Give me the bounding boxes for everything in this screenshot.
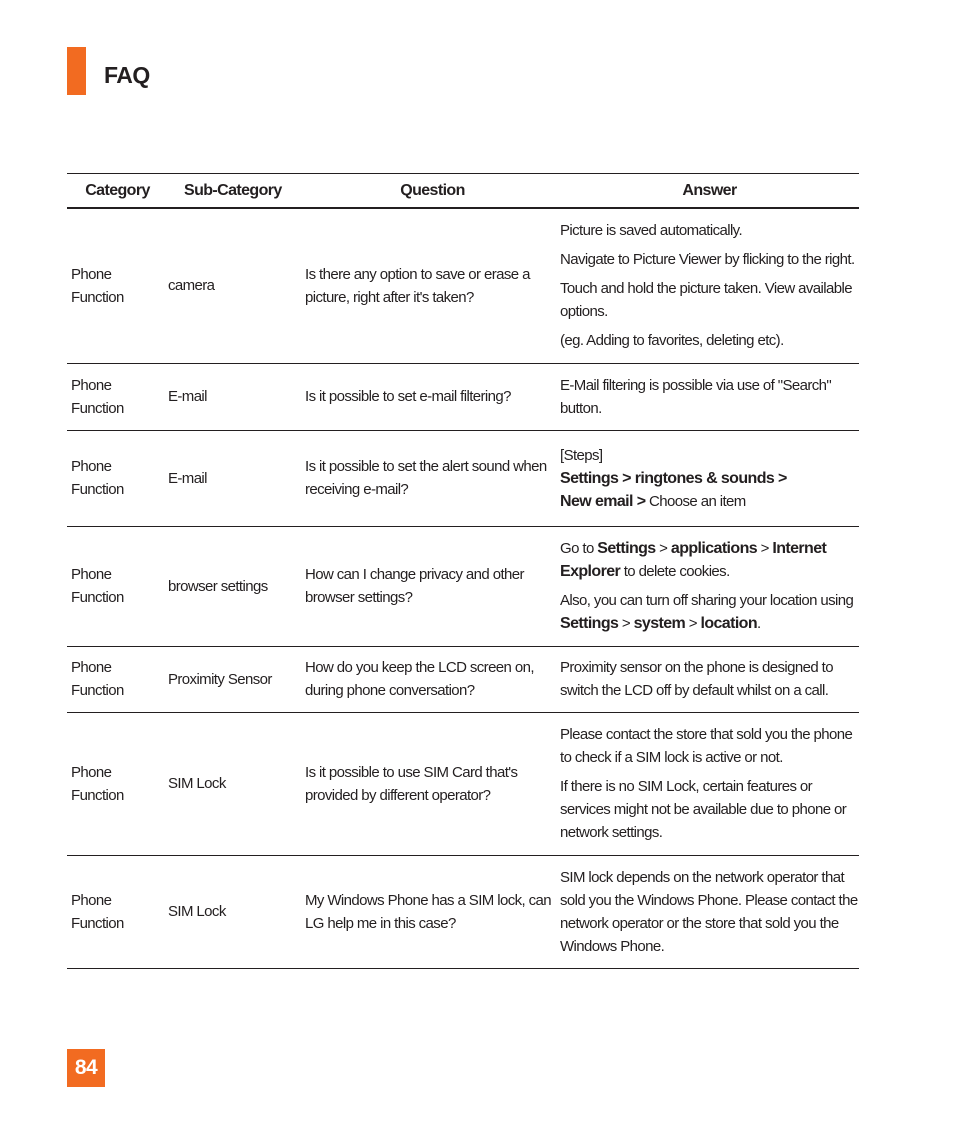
answer-cell: [560, 430, 859, 526]
answer-paragraph: Picture is saved automatically.: [560, 222, 743, 240]
column-header-question: Question: [400, 182, 465, 199]
question-cell: How do you keep the LCD screen on, during phone conversation?: [305, 659, 534, 699]
table-row: [67, 363, 859, 430]
table-row: [67, 646, 859, 712]
answer-paragraph: Also, you can turn off sharing your location using Settings > system > location.: [560, 592, 854, 632]
table-row: [67, 208, 859, 363]
subcategory-cell: E-mail: [168, 469, 207, 487]
category-cell: Phone Function: [71, 566, 124, 606]
subcategory-cell: Proximity Sensor: [168, 670, 272, 688]
category-cell: Phone Function: [71, 763, 124, 804]
category-cell: Phone Function: [71, 458, 124, 498]
page-number: 84: [67, 1049, 105, 1087]
subcategory-cell: browser settings: [168, 577, 268, 595]
table-header-row: [67, 174, 859, 209]
answer-paragraph: SIM lock depends on the network operator that sold you the Windows Phone. Please contact the network operator or the store that sold you the Windows Phone.: [560, 868, 858, 955]
column-header-answer: Answer: [682, 182, 737, 199]
answer-cell: [560, 855, 859, 968]
category-cell: Phone Function: [71, 265, 124, 306]
answer-paragraph: If there is no SIM Lock, certain features or services might not be available due to phone or network settings.: [560, 778, 847, 841]
answer-steps-label: [Steps]: [560, 446, 603, 464]
section-accent-bar: [67, 47, 86, 95]
table-row: [67, 855, 859, 968]
table-row: [67, 712, 859, 855]
category-cell: Phone Function: [71, 891, 124, 932]
answer-cell: [560, 363, 859, 430]
answer-paragraph: Please contact the store that sold you the phone to check if a SIM lock is active or not.: [560, 726, 853, 766]
answer-paragraph: Proximity sensor on the phone is designed to switch the LCD off by default whilst on a call.: [560, 659, 833, 699]
answer-paragraph: (eg. Adding to favorites, deleting etc).: [560, 332, 784, 350]
subcategory-cell: camera: [168, 277, 215, 295]
question-cell: Is there any option to save or erase a picture, right after it's taken?: [305, 265, 530, 306]
page-title: FAQ: [104, 62, 150, 88]
question-cell: Is it possible to set e-mail filtering?: [305, 388, 511, 405]
answer-paragraph: Go to Settings > applications > Internet Explorer to delete cookies.: [560, 540, 827, 580]
category-cell: Phone Function: [71, 659, 124, 699]
answer-cell: [560, 712, 859, 855]
subcategory-cell: SIM Lock: [168, 903, 226, 920]
faq-table: [67, 173, 859, 969]
column-header-category: Category: [85, 182, 150, 199]
table-row: [67, 430, 859, 526]
column-header-subcategory: Sub-Category: [184, 182, 282, 199]
answer-text: Choose an item: [649, 492, 746, 510]
question-cell: Is it possible to use SIM Card that's provided by different operator?: [305, 763, 518, 804]
category-cell: Phone Function: [71, 376, 124, 417]
answer-paragraph: Touch and hold the picture taken. View available options.: [560, 280, 852, 321]
table-row: [67, 526, 859, 646]
answer-paragraph: Navigate to Picture Viewer by flicking to the right.: [560, 251, 855, 269]
settings-path: Settings > ringtones & sounds >: [560, 469, 787, 487]
answer-cell: [560, 208, 859, 363]
subcategory-cell: E-mail: [168, 388, 207, 405]
answer-cell: [560, 646, 859, 712]
question-cell: Is it possible to set the alert sound when receiving e-mail?: [305, 458, 547, 498]
question-cell: My Windows Phone has a SIM lock, can LG help me in this case?: [305, 891, 552, 932]
subcategory-cell: SIM Lock: [168, 775, 226, 792]
answer-cell: [560, 526, 859, 646]
answer-paragraph: E-Mail filtering is possible via use of "Search" button.: [560, 376, 832, 417]
settings-path: New email >: [560, 492, 646, 510]
question-cell: How can I change privacy and other browser settings?: [305, 566, 524, 606]
